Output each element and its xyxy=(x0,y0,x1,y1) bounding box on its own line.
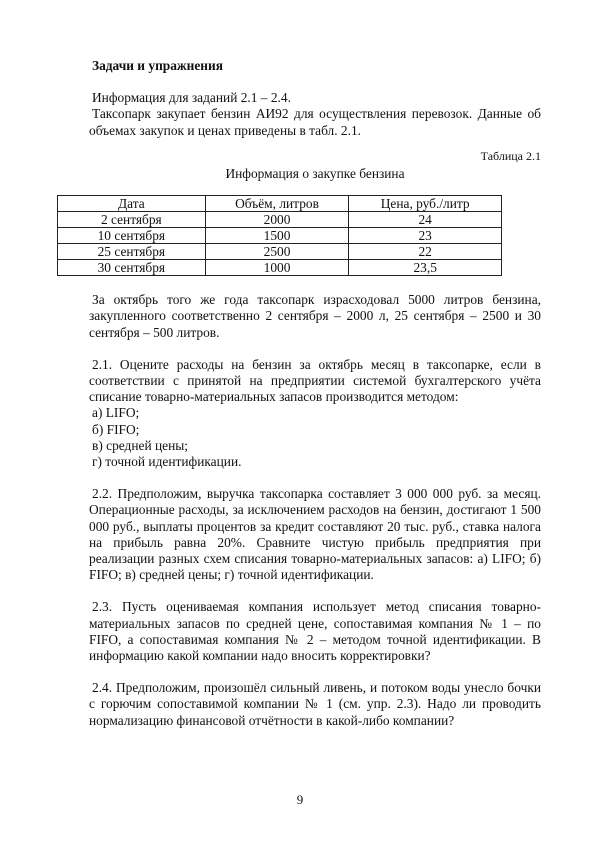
table-cell: 30 сентября xyxy=(58,260,206,276)
table-row xyxy=(58,260,502,276)
fuel-purchase-table xyxy=(57,195,502,276)
table-cell: 23 xyxy=(349,228,502,244)
option-item: в) средней цены; xyxy=(92,437,188,453)
task-2-1-options xyxy=(89,405,541,470)
table-cell: 24 xyxy=(349,212,502,228)
table-row xyxy=(58,228,502,244)
page-content xyxy=(89,58,541,729)
table-cell: 1500 xyxy=(205,228,349,244)
table-header-cell: Объём, литров xyxy=(205,196,349,212)
table-header-cell: Цена, руб./литр xyxy=(349,196,502,212)
table-caption: Информация о закупке бензина xyxy=(225,166,405,182)
table-cell: 23,5 xyxy=(349,260,502,276)
table-cell: 2500 xyxy=(205,244,349,260)
table-row xyxy=(58,244,502,260)
page-number: 9 xyxy=(296,792,304,807)
table-cell: 25 сентября xyxy=(58,244,206,260)
task-2-1-text: 2.1. Оцените расходы на бензин за октябрь месяц в таксопарке, если в соответствии с принятой на предприятии системой бухгалтерского учёта списание товарно-материальных запасов производится методом: xyxy=(89,356,541,405)
table-cell: 1000 xyxy=(205,260,349,276)
table-cell: 10 сентября xyxy=(58,228,206,244)
task-2-4-text: 2.4. Предположим, произошёл сильный ливень, и потоком воды унесло бочки с горючим сопоставимой компании № 1 (см. упр. 2.3). Надо ли проводить нормализацию финансовой отчётности в какой-либо компании? xyxy=(89,680,541,728)
option-item: б) FIFO; xyxy=(92,421,140,437)
task-2-3-text: 2.3. Пусть оцениваемая компания использует метод списания товарно-материальных запасов по средней цене, сопоставимая компания № 1 – по FIFO, а сопоставимая компания № 2 – методом точной идентификации. В информацию какой компании надо вносить корректировки? xyxy=(89,599,541,664)
section-heading: Задачи и упражнения xyxy=(92,58,223,73)
intro-line: Информация для заданий 2.1 – 2.4. xyxy=(92,90,291,106)
table-row xyxy=(58,212,502,228)
table-header-row xyxy=(58,196,502,212)
october-paragraph: За октябрь того же года таксопарк израсходовал 5000 литров бензина, закупленного соответственно 2 сентября – 2000 л, 25 сентября – 2500 и 30 сентября – 500 литров. xyxy=(89,292,541,340)
intro-paragraph: Таксопарк закупает бензин АИ92 для осуществления перевозок. Данные об объемах закупок и ценах приведены в табл. 2.1. xyxy=(89,106,541,138)
task-2-2-text: 2.2. Предположим, выручка таксопарка составляет 3 000 000 руб. за месяц. Операционные расходы, за исключением расходов на бензин, достигают 1 500 000 руб., выплаты процентов за кредит составляют 20 тыс. руб., ставка налога на прибыль равна 20%. Сравните чистую прибыль предприятия при реализации разных схем списания товарно-материальных запасов: а) LIFO; б) FIFO; в) средней цены; г) точной идентификации. xyxy=(89,486,541,583)
table-cell: 22 xyxy=(349,244,502,260)
table-label: Таблица 2.1 xyxy=(480,148,541,163)
option-item: г) точной идентификации. xyxy=(92,454,242,470)
table-cell: 2000 xyxy=(205,212,349,228)
table-cell: 2 сентября xyxy=(58,212,206,228)
option-item: а) LIFO; xyxy=(92,405,140,421)
table-header-cell: Дата xyxy=(58,196,206,212)
